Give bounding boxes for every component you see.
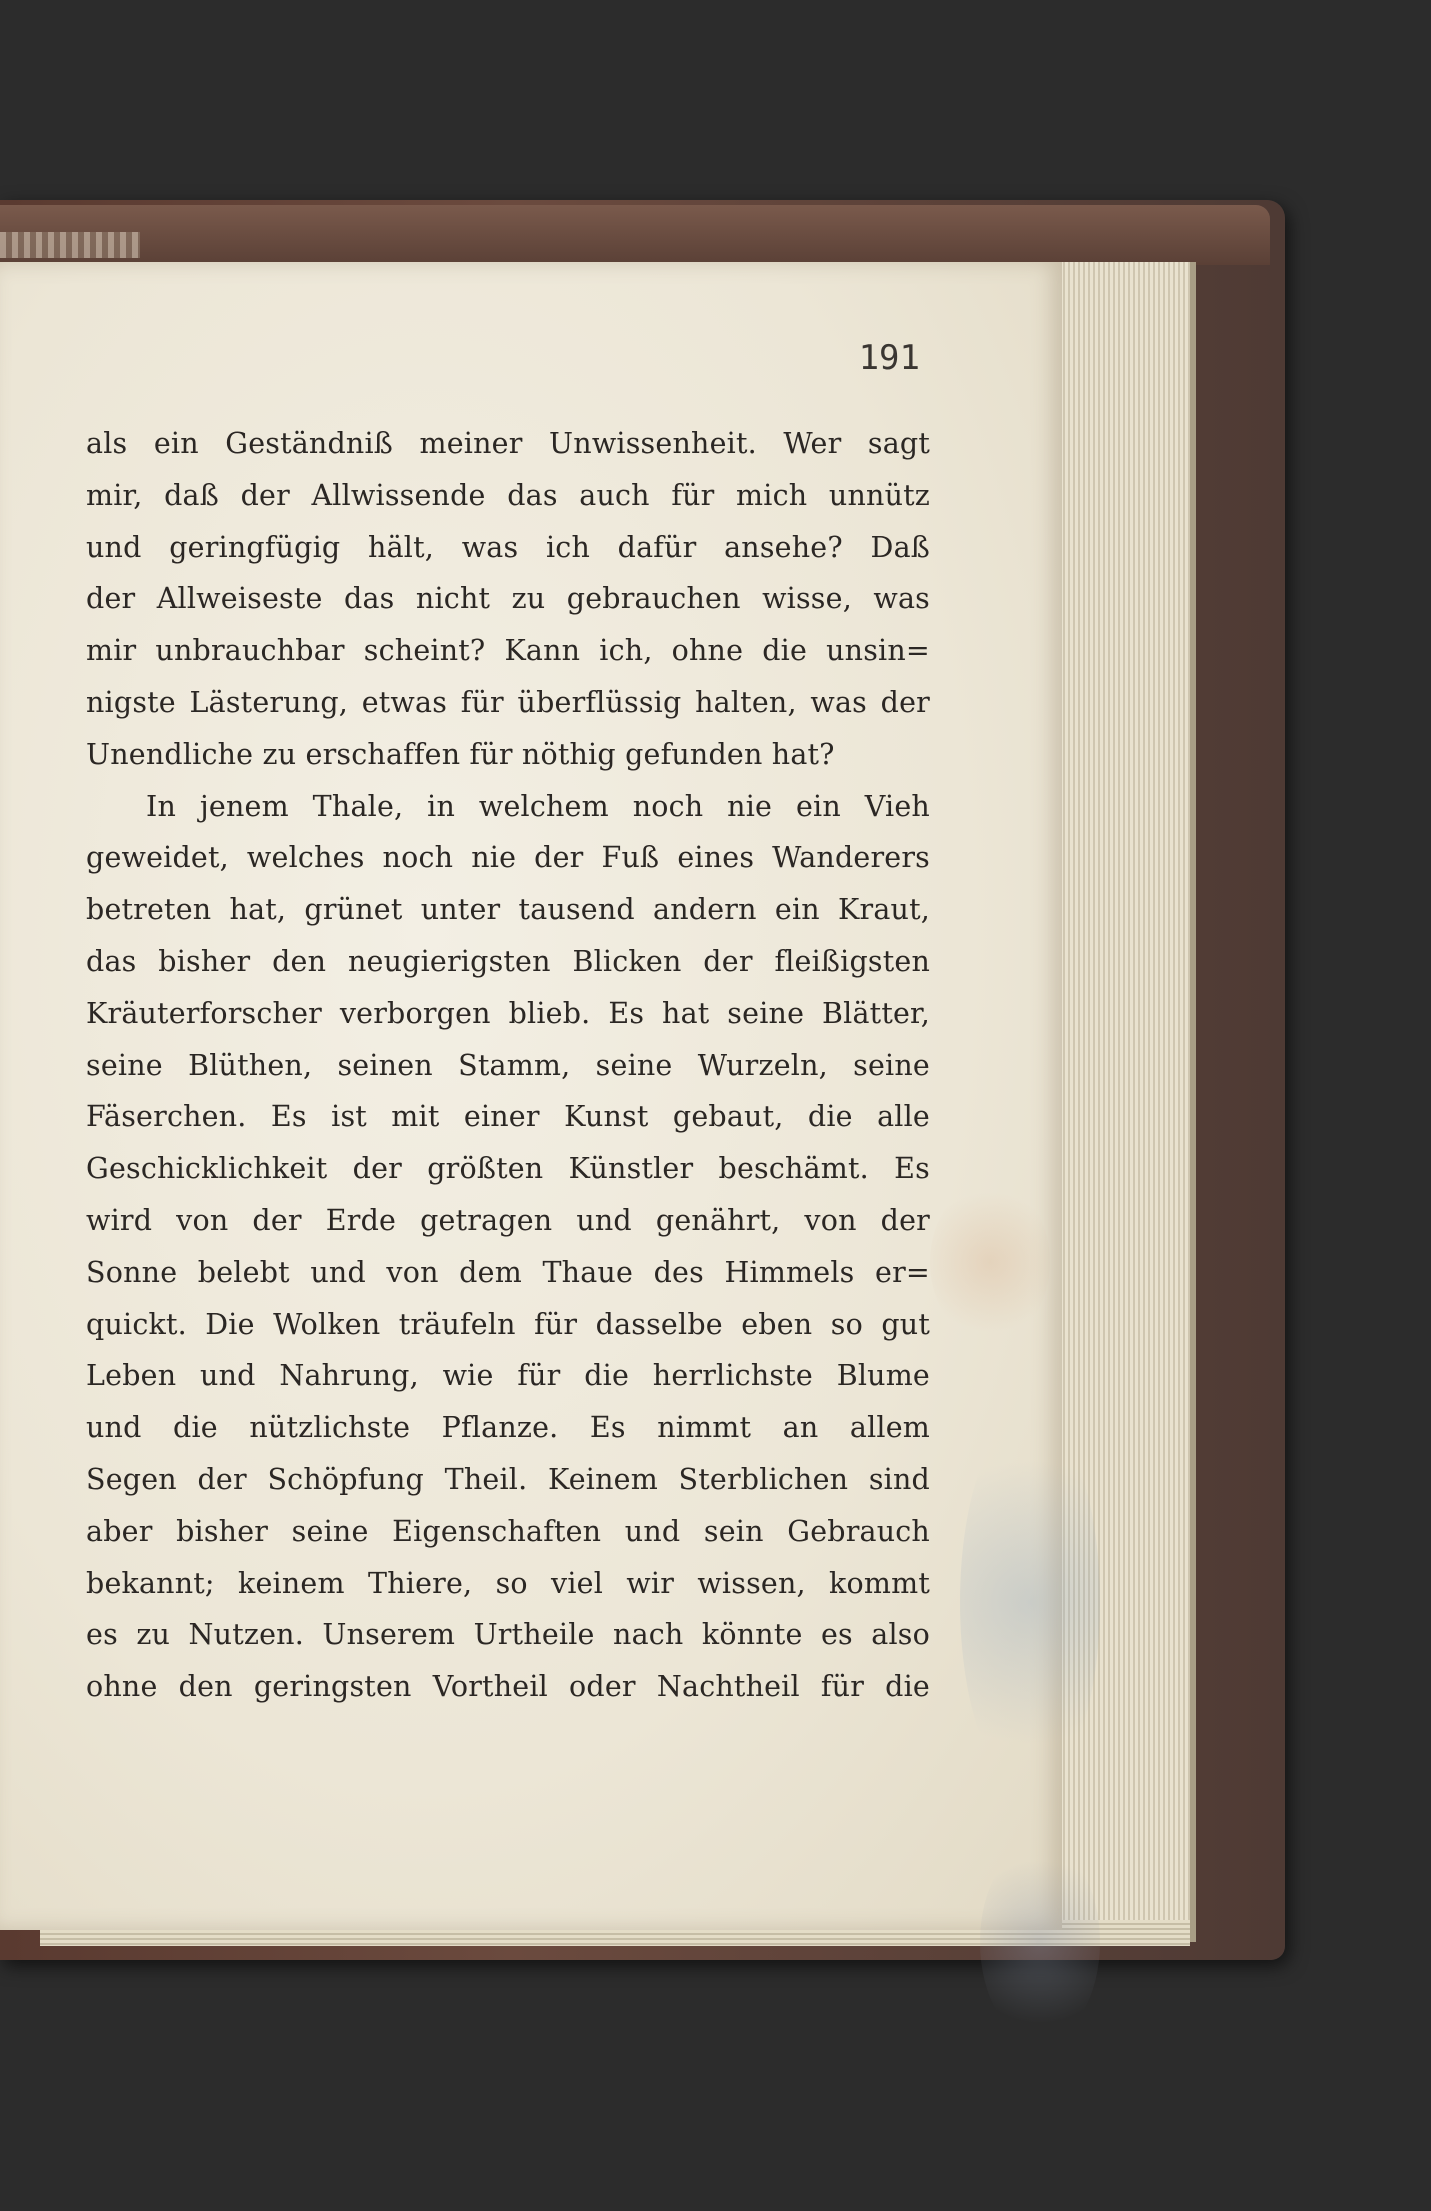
text-line: aber bisher seine Eigenschaften und sein Gebrauch [86,1514,930,1548]
text-line: betreten hat, grünet unter tausend andern ein Kraut, [86,893,930,927]
body-text [86,418,930,1713]
text-line: das bisher den neugierigsten Blicken der fleißigsten [86,944,930,978]
text-line: In jenem Thale, in welchem noch nie ein Vieh [146,789,930,823]
text-line: bekannt; keinem Thiere, so viel wir wissen, kommt [86,1566,930,1600]
page-number: 191 [858,338,920,378]
text-line: Unendliche zu erschaffen für nöthig gefunden hat? [86,737,835,771]
text-line: quickt. Die Wolken träufeln für dasselbe eben so gut [86,1307,930,1341]
text-line: als ein Geständniß meiner Unwissenheit. Wer sagt [86,427,930,460]
text-line: mir, daß der Allwissende das auch für mich unnütz [86,478,930,512]
text-line: Fäserchen. Es ist mit einer Kunst gebaut, die alle [86,1100,930,1134]
water-stain [960,1412,1100,1792]
text-line: seine Blüthen, seinen Stamm, seine Wurzeln, seine [86,1048,930,1082]
text-line: Geschicklichkeit der größten Künstler beschämt. Es [86,1152,930,1186]
text-line: nigste Lästerung, etwas für überflüssig halten, was der [86,685,930,719]
text-line: und die nützlichste Pflanze. Es nimmt an allem [86,1411,930,1445]
text-line: Leben und Nahrung, wie für die herrlichste Blume [86,1359,930,1393]
foxing-stain [930,1182,1050,1342]
text-line: Segen der Schöpfung Theil. Keinem Sterblichen sind [86,1462,930,1496]
cover-top-edge [0,205,1270,265]
text-line: wird von der Erde getragen und genährt, von der [86,1203,930,1237]
text-line: und geringfügig hält, was ich dafür ansehe? Daß [86,530,930,564]
spine-edge [0,232,140,258]
text-line: der Allweiseste das nicht zu gebrauchen wisse, was [86,582,930,616]
text-line: mir unbrauchbar scheint? Kann ich, ohne die unsin= [86,634,930,668]
text-line: ohne den geringsten Vortheil oder Nachtheil für die [86,1670,930,1704]
water-stain [980,1842,1100,2042]
text-line: es zu Nutzen. Unserem Urtheile nach könnte es also [86,1618,930,1652]
text-line: Sonne belebt und von dem Thaue des Himmels er= [86,1255,930,1289]
text-line: Kräuterforscher verborgen blieb. Es hat seine Blätter, [86,996,930,1030]
text-line: geweidet, welches noch nie der Fuß eines Wanderers [86,841,930,875]
